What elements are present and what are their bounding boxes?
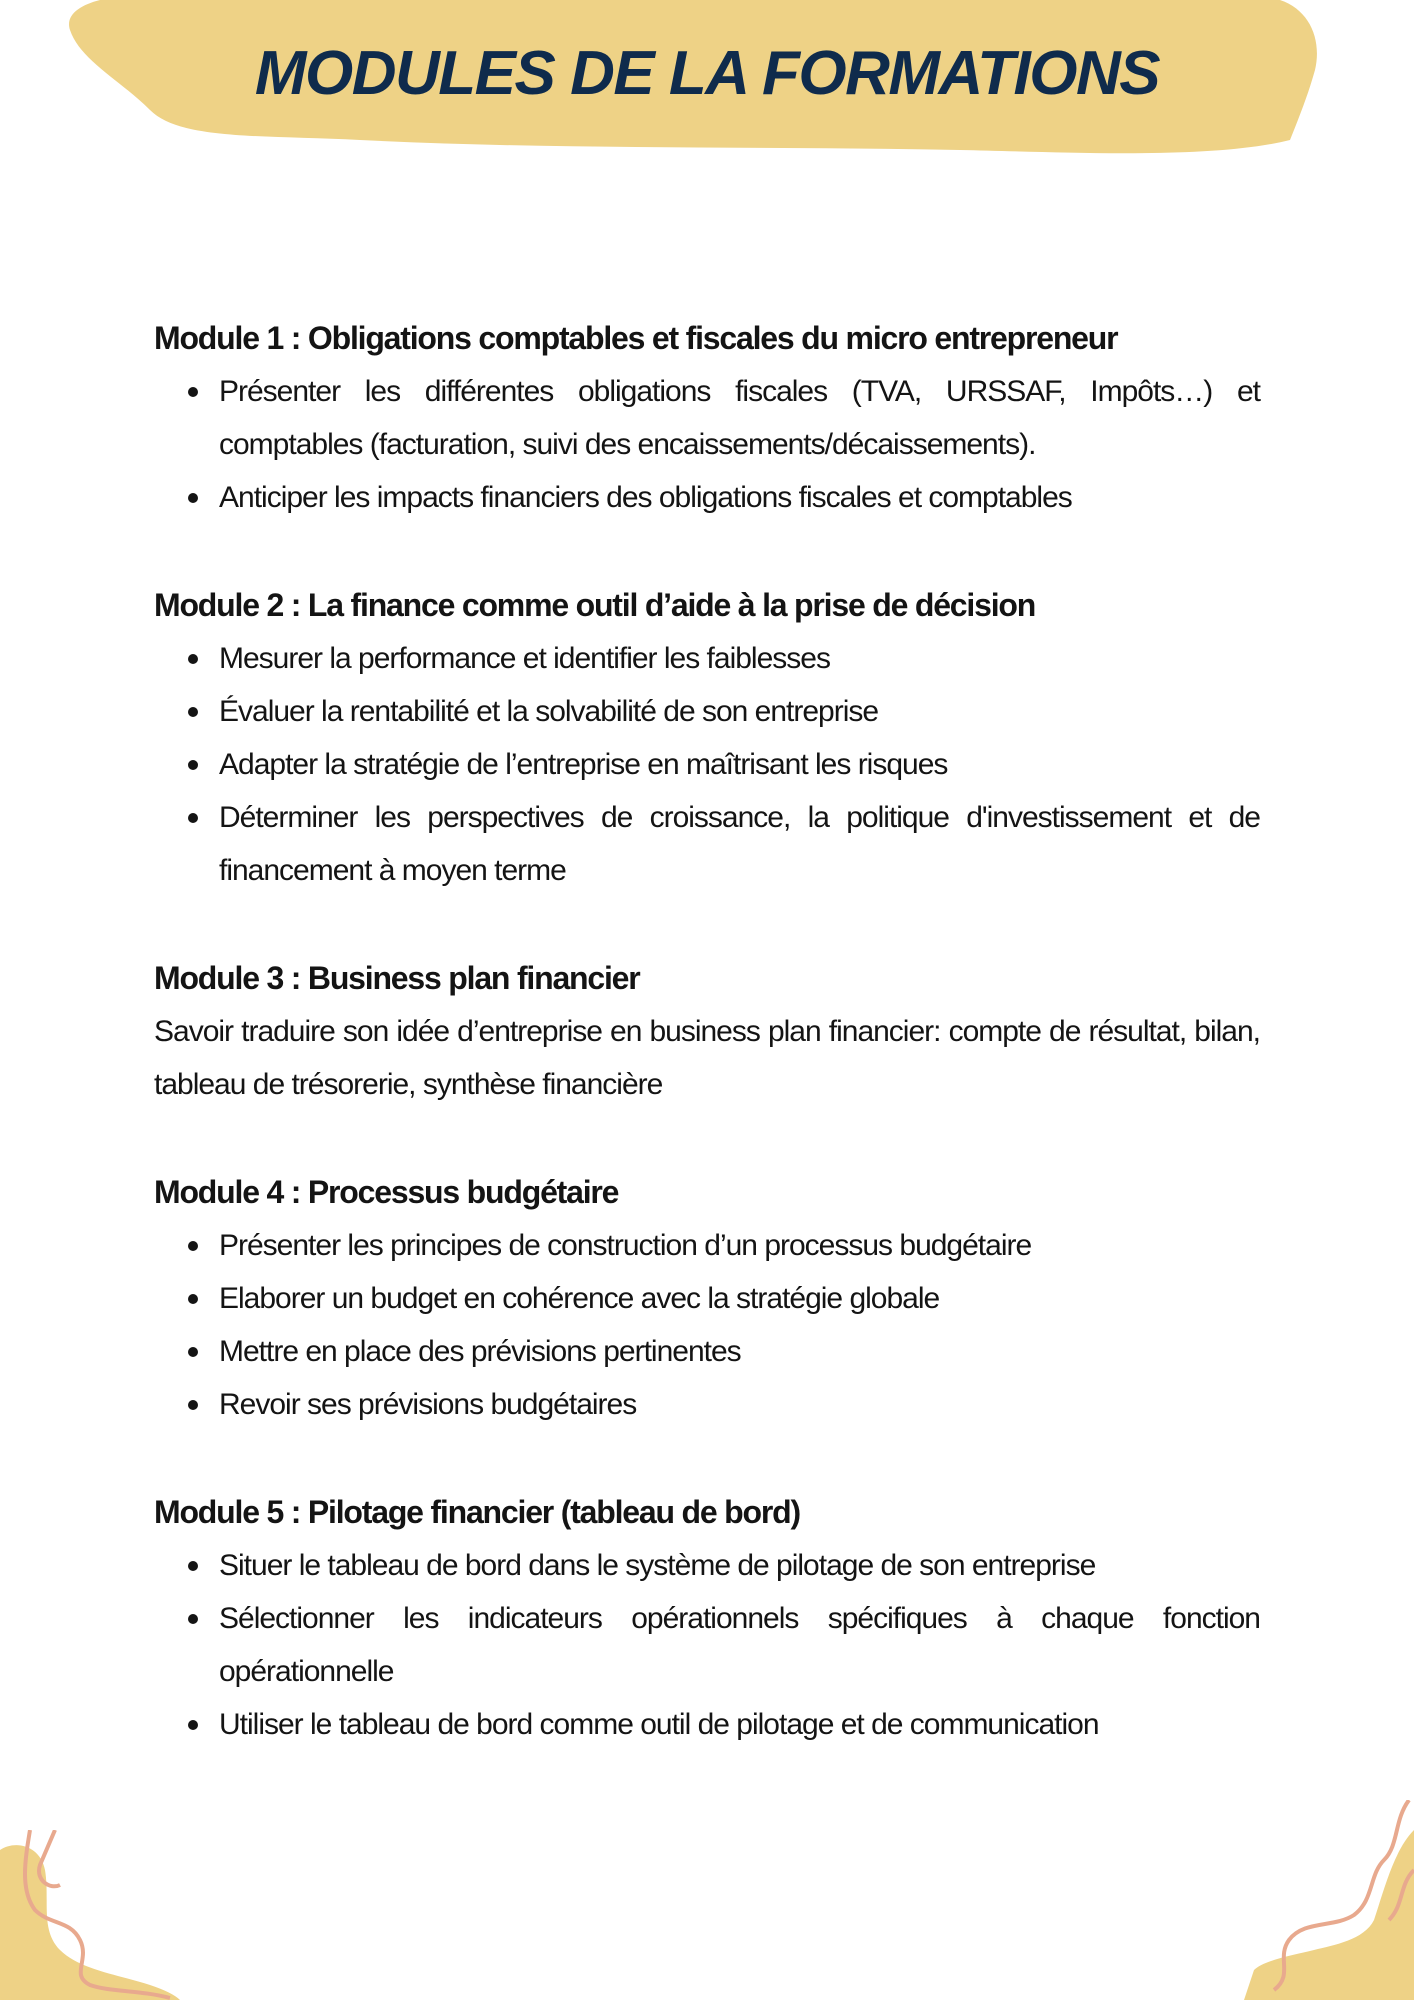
module-2-heading: Module 2 : La finance comme outil d’aide à la prise de décision: [154, 587, 1036, 623]
list-item: Déterminer les perspectives de croissance, la politique d'investissement et de financement à moyen terme: [219, 791, 1260, 897]
module-1: [154, 312, 1260, 524]
modules-content: [154, 312, 1260, 1806]
page-title: MODULES DE LA FORMATIONS: [254, 39, 1160, 108]
module-5-heading: Module 5 : Pilotage financier (tableau de bord): [154, 1494, 800, 1530]
list-item: Mesurer la performance et identifier les faiblesses: [219, 632, 1260, 685]
list-item: Situer le tableau de bord dans le système de pilotage de son entreprise: [219, 1539, 1260, 1592]
module-3-text: Savoir traduire son idée d’entreprise en business plan financier: compte de résultat, bilan, tableau de trésorerie, synthèse financière: [154, 1015, 1260, 1101]
list-item: Présenter les différentes obligations fiscales (TVA, URSSAF, Impôts…) et comptables (facturation, suivi des encaissements/décaissements).: [219, 365, 1260, 471]
list-item: Évaluer la rentabilité et la solvabilité de son entreprise: [219, 685, 1260, 738]
list-item: Mettre en place des prévisions pertinentes: [219, 1325, 1260, 1378]
list-item: Sélectionner les indicateurs opérationnels spécifiques à chaque fonction opérationnelle: [219, 1592, 1260, 1698]
list-item: Utiliser le tableau de bord comme outil de pilotage et de communication: [219, 1698, 1260, 1751]
corner-decoration-right: [1234, 1800, 1414, 2000]
module-1-heading: Module 1 : Obligations comptables et fiscales du micro entrepreneur: [154, 320, 1118, 356]
list-item: Revoir ses prévisions budgétaires: [219, 1378, 1260, 1431]
module-5-list: [154, 1539, 1260, 1751]
module-3: [154, 952, 1260, 1111]
module-3-heading: Module 3 : Business plan financier: [154, 960, 640, 996]
module-1-list: [154, 365, 1260, 524]
module-4-heading: Module 4 : Processus budgétaire: [154, 1174, 619, 1210]
list-item: Adapter la stratégie de l’entreprise en maîtrisant les risques: [219, 738, 1260, 791]
module-2: [154, 579, 1260, 897]
module-2-list: [154, 632, 1260, 897]
list-item: Présenter les principes de construction d’un processus budgétaire: [219, 1219, 1260, 1272]
module-4-list: [154, 1219, 1260, 1431]
module-5: [154, 1486, 1260, 1751]
corner-decoration-left: [0, 1830, 190, 2000]
list-item: Elaborer un budget en cohérence avec la stratégie globale: [219, 1272, 1260, 1325]
list-item: Anticiper les impacts financiers des obligations fiscales et comptables: [219, 471, 1260, 524]
module-4: [154, 1166, 1260, 1431]
